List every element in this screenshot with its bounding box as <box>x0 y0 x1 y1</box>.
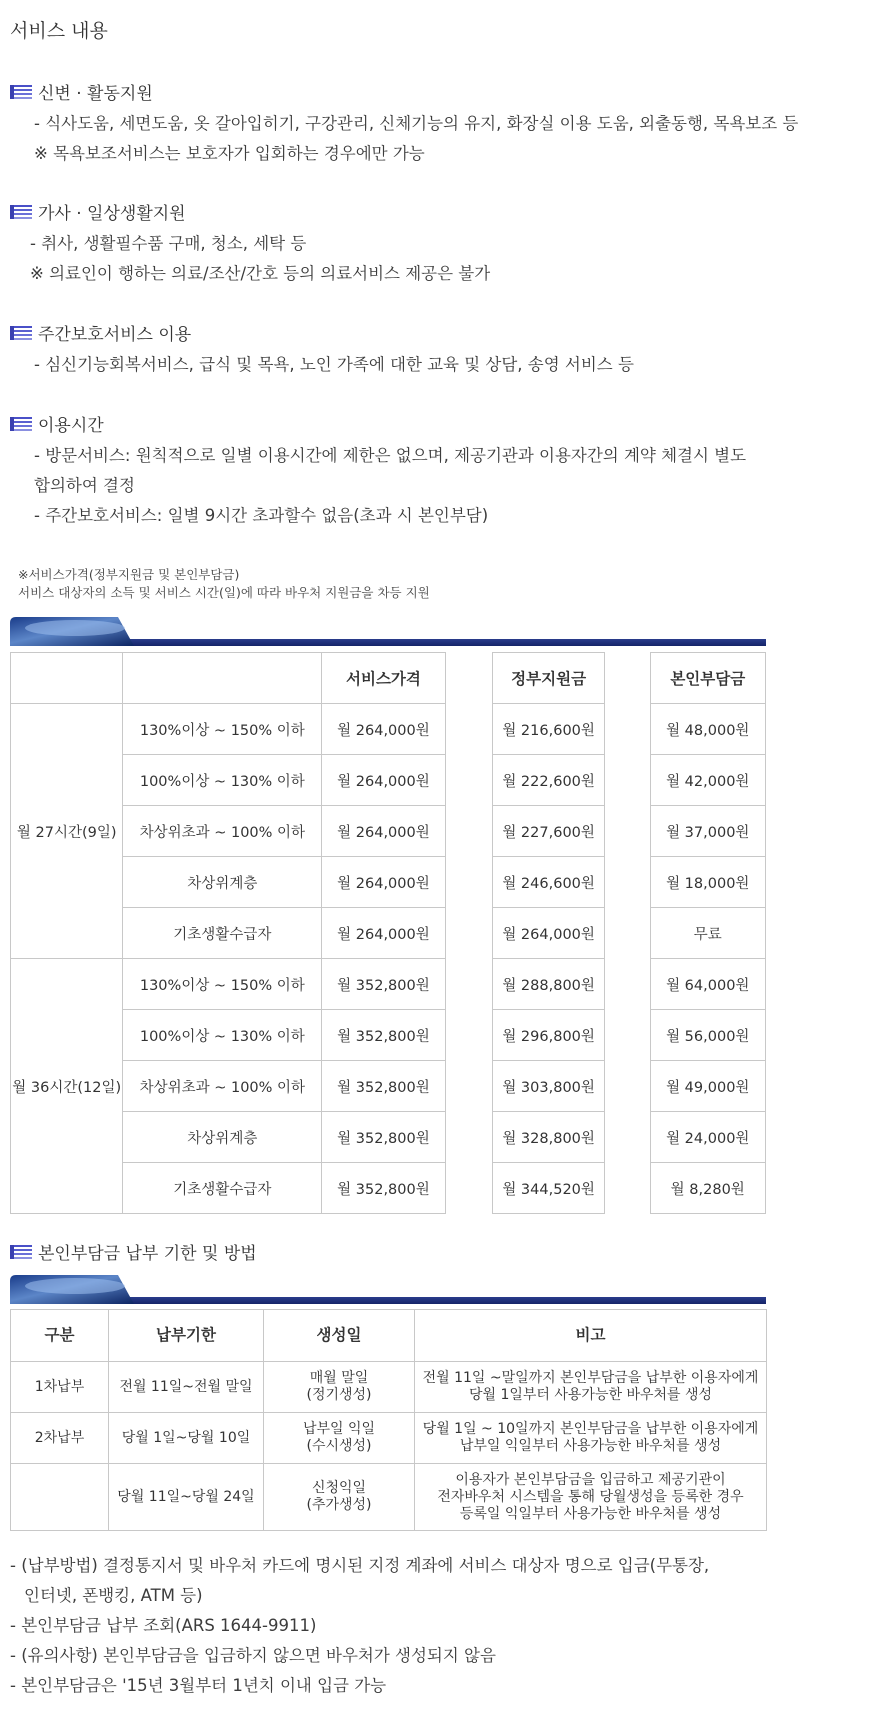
income-bracket: 기초생활수급자 <box>123 908 322 959</box>
payment-created <box>264 1362 415 1413</box>
footer-line: - 본인부담금 납부 조회(ARS 1644-9911) <box>10 1616 317 1635</box>
self-pay: 무료 <box>650 908 766 959</box>
note-line: 등록일 익일부터 사용가능한 바우처를 생성 <box>459 1505 722 1522</box>
note-line: 당월 1일 ~ 10일까지 본인부담금을 납부한 이용자에게 <box>422 1421 759 1437</box>
list-bullet-icon <box>10 1245 32 1259</box>
self-pay: 월 49,000원 <box>650 1061 766 1112</box>
gap-cell <box>605 1163 650 1214</box>
section-heading-usage-time <box>10 411 104 436</box>
created-line: 신청익일 <box>311 1480 367 1496</box>
created-line: (정기생성) <box>306 1387 372 1403</box>
section-line: - 주간보호서비스: 일별 9시간 초과할수 없음(초과 시 본인부담) <box>34 506 489 525</box>
footer-line: 인터넷, 폰뱅킹, ATM 등) <box>24 1586 203 1605</box>
section-line: ※ 의료인이 행하는 의료/조산/간호 등의 의료서비스 제공은 불가 <box>30 264 491 283</box>
header-empty <box>11 653 123 704</box>
section-heading-text: 신변 · 활동지원 <box>38 84 153 104</box>
income-bracket: 차상위초과 ~ 100% 이하 <box>123 806 322 857</box>
table-row <box>11 1010 766 1061</box>
table-row <box>11 908 766 959</box>
government-support: 월 246,600원 <box>492 857 604 908</box>
table-row <box>11 1061 766 1112</box>
page-title: 서비스 내용 <box>10 20 108 42</box>
service-price: 월 352,800원 <box>322 959 445 1010</box>
income-bracket: 100%이상 ~ 130% 이하 <box>123 755 322 806</box>
payment-type: 2차납부 <box>11 1413 109 1464</box>
list-bullet-icon <box>10 85 32 99</box>
gap-cell <box>605 908 650 959</box>
self-pay: 월 64,000원 <box>650 959 766 1010</box>
gap-cell <box>445 704 492 755</box>
income-bracket: 차상위계층 <box>123 857 322 908</box>
section-line: - 심신기능회복서비스, 급식 및 목욕, 노인 가족에 대한 교육 및 상담, 송영 서비스 등 <box>34 355 634 374</box>
list-bullet-icon <box>10 326 32 340</box>
section-line: - 식사도움, 세면도움, 옷 갈아입히기, 구강관리, 신체기능의 유지, 화장실 이용 도움, 외출동행, 목욕보조 등 <box>34 114 799 133</box>
service-price: 월 264,000원 <box>322 857 445 908</box>
self-pay: 월 18,000원 <box>650 857 766 908</box>
table-banner <box>10 1272 766 1306</box>
self-pay: 월 48,000원 <box>650 704 766 755</box>
gap-cell <box>445 959 492 1010</box>
created-line: (추가생성) <box>306 1497 372 1513</box>
header-note: 비고 <box>415 1310 767 1362</box>
service-price: 월 352,800원 <box>322 1010 445 1061</box>
note-line: 이용자가 본인부담금을 입금하고 제공기관이 <box>455 1471 726 1488</box>
government-support: 월 216,600원 <box>492 704 604 755</box>
table-row <box>11 1464 767 1531</box>
service-price: 월 352,800원 <box>322 1163 445 1214</box>
section-heading-personal-support <box>10 79 153 104</box>
section-heading-day-care <box>10 320 191 345</box>
gap-cell <box>445 1112 492 1163</box>
section-heading-text: 주간보호서비스 이용 <box>38 325 192 345</box>
government-support: 월 296,800원 <box>492 1010 604 1061</box>
created-line: (수시생성) <box>306 1438 372 1454</box>
payment-note <box>415 1464 767 1531</box>
income-bracket: 기초생활수급자 <box>123 1163 322 1214</box>
gap-cell <box>445 755 492 806</box>
table-row <box>11 1112 766 1163</box>
header-deadline: 납부기한 <box>109 1310 264 1362</box>
service-price: 월 264,000원 <box>322 806 445 857</box>
table-row <box>11 959 766 1010</box>
price-note-title: ※서비스가격(정부지원금 및 본인부담금) <box>18 567 240 582</box>
group-label: 월 36시간(12일) <box>11 959 123 1214</box>
gap-cell <box>445 857 492 908</box>
government-support: 월 328,800원 <box>492 1112 604 1163</box>
gap-cell <box>605 959 650 1010</box>
note-line: 전자바우처 시스템을 통해 당월생성을 등록한 경우 <box>437 1488 744 1505</box>
footer-line: - (유의사항) 본인부담금을 입금하지 않으면 바우처가 생성되지 않음 <box>10 1646 496 1665</box>
income-bracket: 130%이상 ~ 150% 이하 <box>123 959 322 1010</box>
self-pay: 월 8,280원 <box>650 1163 766 1214</box>
payment-deadline: 당월 1일~당월 10일 <box>109 1413 264 1464</box>
header-service-price: 서비스가격 <box>322 653 445 704</box>
service-price: 월 352,800원 <box>322 1112 445 1163</box>
gap-cell <box>605 857 650 908</box>
note-line: 납부일 익일부터 사용가능한 바우처를 생성 <box>459 1438 722 1454</box>
gap-cell <box>605 806 650 857</box>
payment-deadline: 전월 11일~전월 말일 <box>109 1362 264 1413</box>
gap-cell <box>445 908 492 959</box>
header-created: 생성일 <box>264 1310 415 1362</box>
self-pay: 월 42,000원 <box>650 755 766 806</box>
government-support: 월 288,800원 <box>492 959 604 1010</box>
gap-cell <box>605 1112 650 1163</box>
service-price: 월 264,000원 <box>322 908 445 959</box>
gap-cell <box>445 1163 492 1214</box>
gap-cell <box>605 704 650 755</box>
group-label: 월 27시간(9일) <box>11 704 123 959</box>
government-support: 월 222,600원 <box>492 755 604 806</box>
header-self-pay: 본인부담금 <box>650 653 766 704</box>
payment-note <box>415 1413 767 1464</box>
section-line: - 방문서비스: 원칙적으로 일별 이용시간에 제한은 없으며, 제공기관과 이용자간의 계약 체결시 별도 <box>34 446 747 465</box>
government-support: 월 344,520원 <box>492 1163 604 1214</box>
payment-note <box>415 1362 767 1413</box>
self-pay: 월 56,000원 <box>650 1010 766 1061</box>
note-line: 당월 1일부터 사용가능한 바우처를 생성 <box>468 1387 713 1403</box>
list-bullet-icon <box>10 417 32 431</box>
section-heading-text: 본인부담금 납부 기한 및 방법 <box>38 1244 257 1264</box>
payment-table <box>10 1309 767 1531</box>
footer-line: - (납부방법) 결정통지서 및 바우처 카드에 명시된 지정 계좌에 서비스 대상자 명으로 입금(무통장, <box>10 1556 710 1575</box>
table-row <box>11 857 766 908</box>
self-pay: 월 24,000원 <box>650 1112 766 1163</box>
payment-header-row <box>11 1310 767 1362</box>
section-heading-text: 가사 · 일상생활지원 <box>38 204 186 224</box>
header-gap <box>605 653 650 704</box>
header-empty <box>123 653 322 704</box>
note-line: 전월 11일 ~말일까지 본인부담금을 납부한 이용자에게 <box>422 1370 759 1386</box>
income-bracket: 100%이상 ~ 130% 이하 <box>123 1010 322 1061</box>
price-header-row <box>11 653 766 704</box>
self-pay: 월 37,000원 <box>650 806 766 857</box>
header-type: 구분 <box>11 1310 109 1362</box>
gap-cell <box>605 755 650 806</box>
government-support: 월 264,000원 <box>492 908 604 959</box>
section-line: - 취사, 생활필수품 구매, 청소, 세탁 등 <box>30 234 307 253</box>
section-line: ※ 목욕보조서비스는 보호자가 입회하는 경우에만 가능 <box>34 144 425 163</box>
table-banner <box>10 614 766 648</box>
created-line: 납부일 익일 <box>302 1421 376 1437</box>
payment-created <box>264 1413 415 1464</box>
section-heading-text: 이용시간 <box>38 416 104 436</box>
gap-cell <box>445 1061 492 1112</box>
table-row <box>11 1163 766 1214</box>
section-heading-payment <box>10 1239 257 1264</box>
government-support: 월 303,800원 <box>492 1061 604 1112</box>
gap-cell <box>445 806 492 857</box>
table-row <box>11 1362 767 1413</box>
section-line: 합의하여 결정 <box>34 476 135 495</box>
payment-type <box>11 1464 109 1531</box>
service-price: 월 264,000원 <box>322 704 445 755</box>
income-bracket: 차상위계층 <box>123 1112 322 1163</box>
created-line: 매월 말일 <box>309 1370 369 1386</box>
section-heading-housework-support <box>10 199 186 224</box>
table-row <box>11 755 766 806</box>
header-gap <box>445 653 492 704</box>
gap-cell <box>445 1010 492 1061</box>
list-bullet-icon <box>10 205 32 219</box>
gap-cell <box>605 1061 650 1112</box>
footer-line: - 본인부담금은 '15년 3월부터 1년치 이내 입금 가능 <box>10 1676 387 1695</box>
income-bracket: 130%이상 ~ 150% 이하 <box>123 704 322 755</box>
payment-deadline: 당월 11일~당월 24일 <box>109 1464 264 1531</box>
table-row <box>11 704 766 755</box>
government-support: 월 227,600원 <box>492 806 604 857</box>
table-row <box>11 1413 767 1464</box>
income-bracket: 차상위초과 ~ 100% 이하 <box>123 1061 322 1112</box>
service-price: 월 264,000원 <box>322 755 445 806</box>
payment-type: 1차납부 <box>11 1362 109 1413</box>
payment-created <box>264 1464 415 1531</box>
service-price: 월 352,800원 <box>322 1061 445 1112</box>
table-row <box>11 806 766 857</box>
price-note-desc: 서비스 대상자의 소득 및 서비스 시간(일)에 따라 바우처 지원금을 차등 지원 <box>18 585 430 600</box>
price-table <box>10 652 766 1214</box>
gap-cell <box>605 1010 650 1061</box>
header-government-support: 정부지원금 <box>492 653 604 704</box>
